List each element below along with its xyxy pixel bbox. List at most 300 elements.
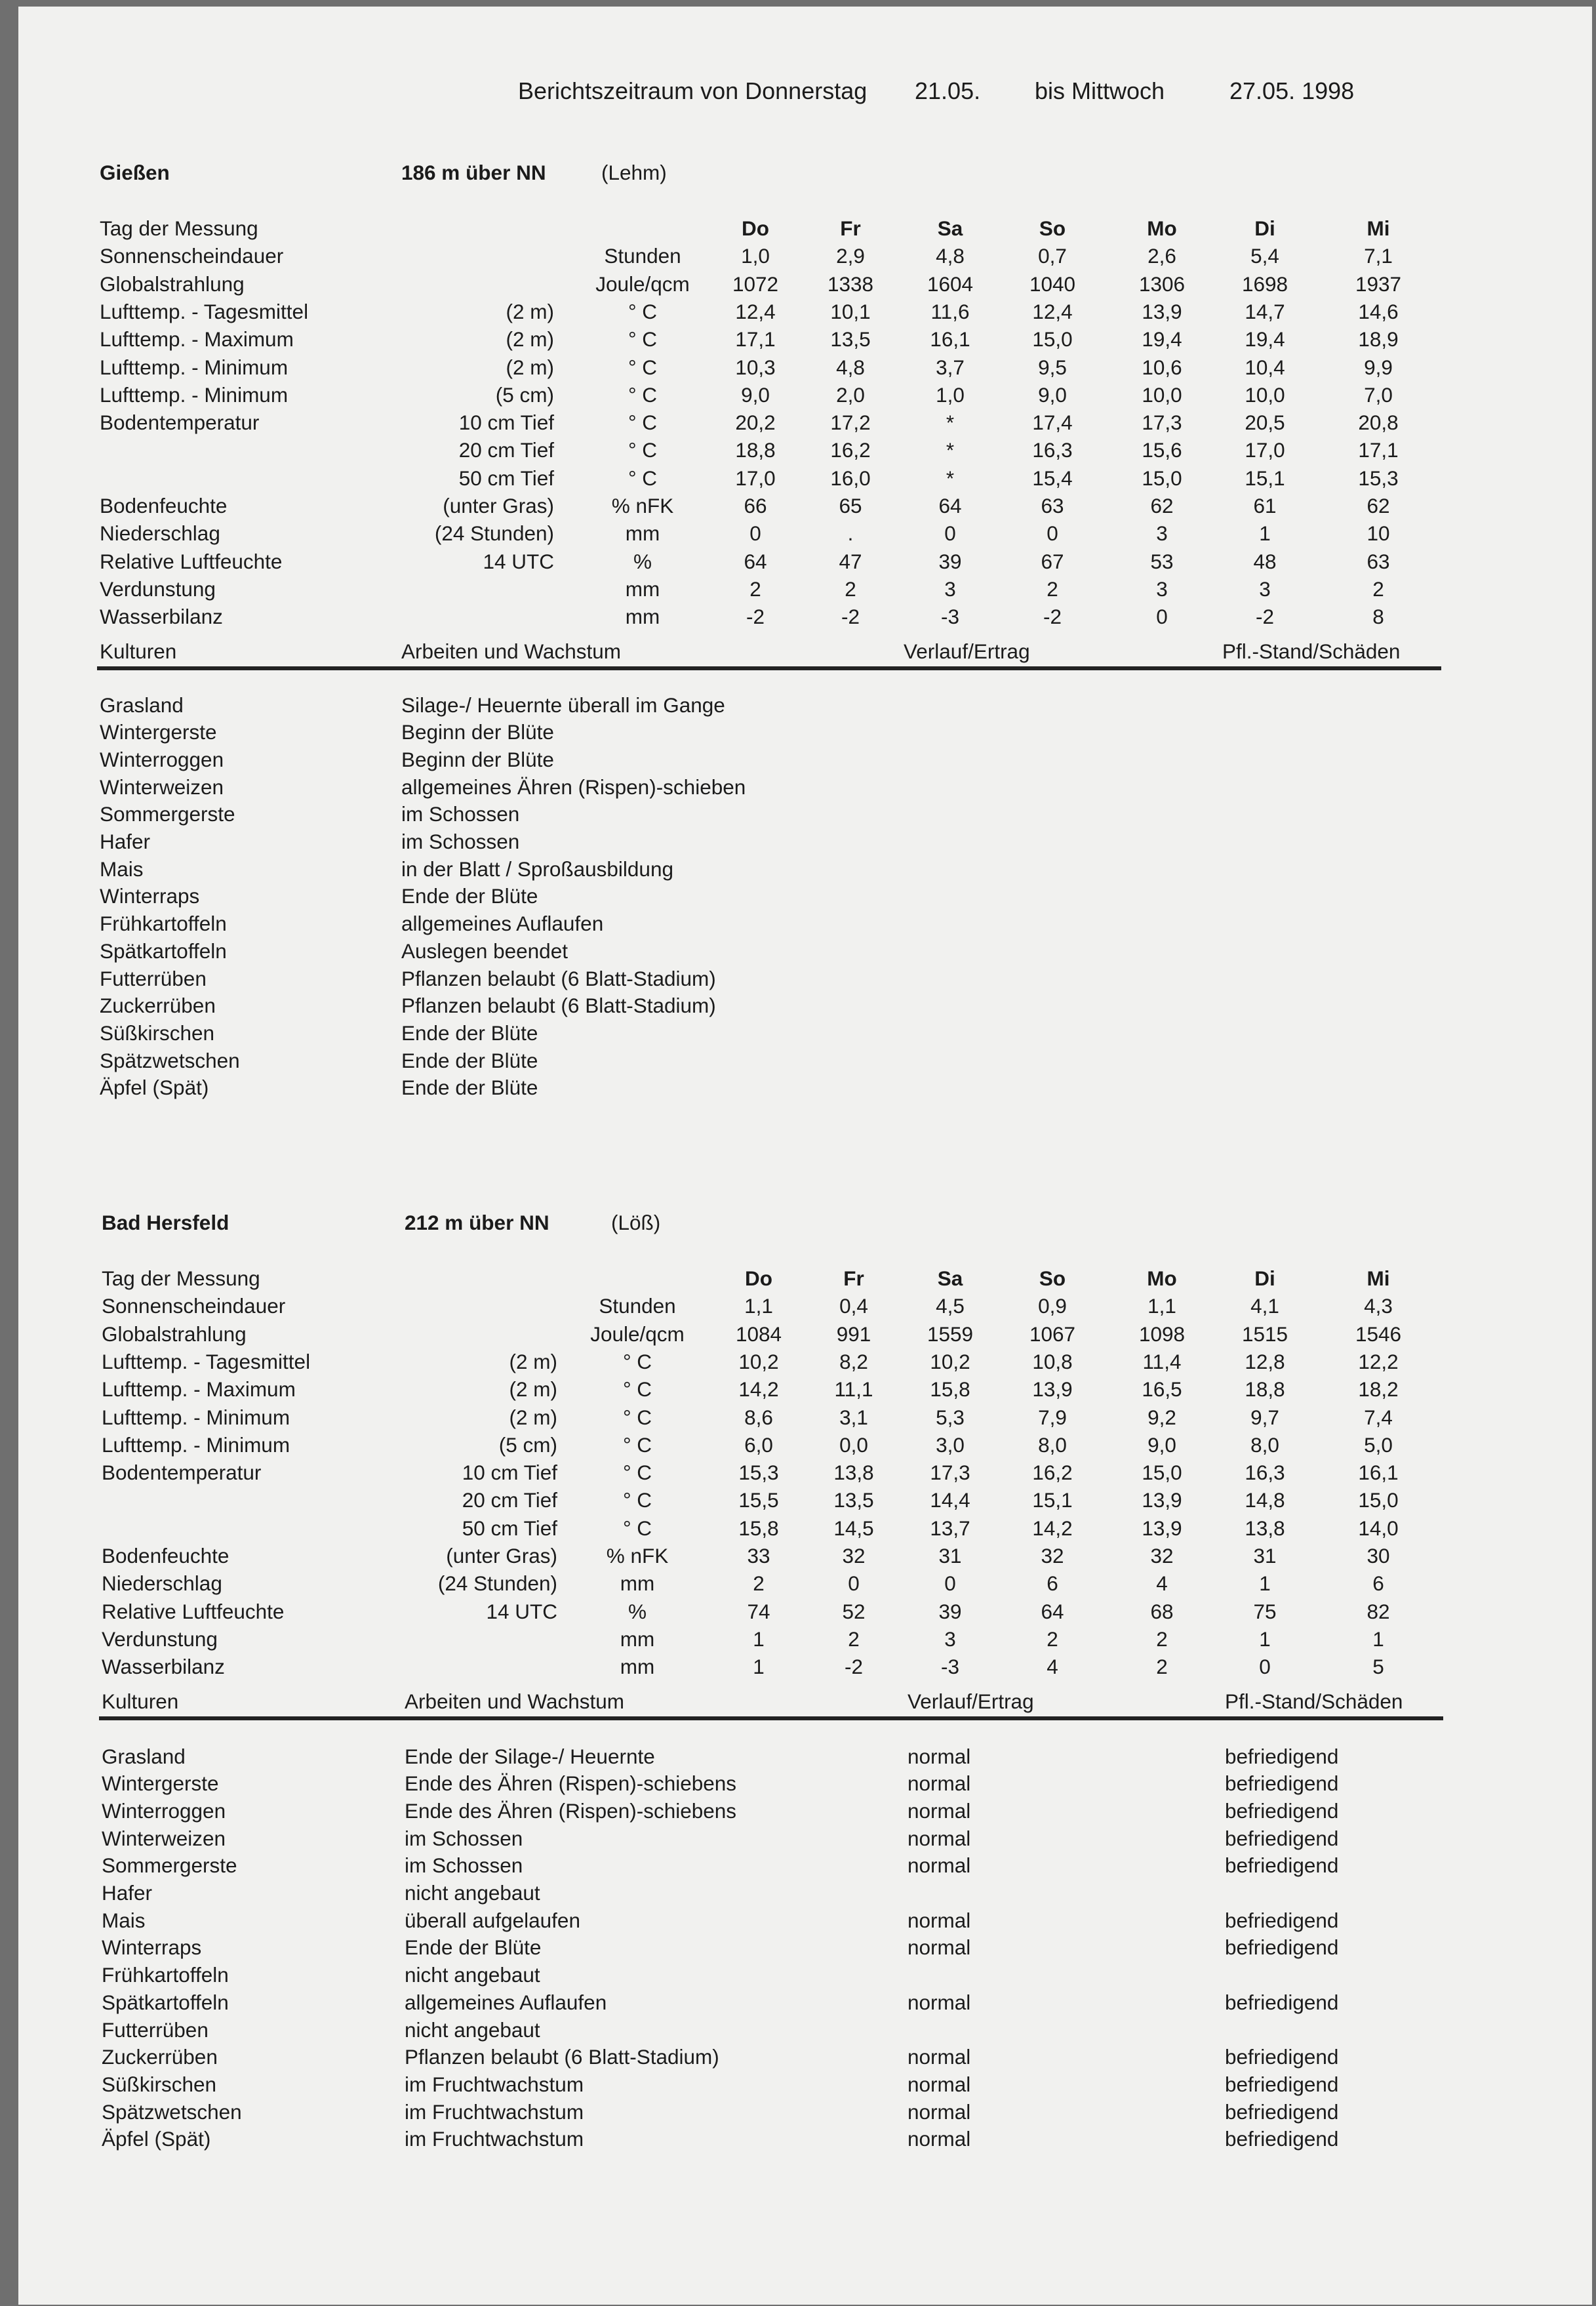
measurement-value: 13,8 [1245,1516,1285,1540]
measurement-value: 2,6 [1147,244,1176,268]
measurement-unit: % nFK [606,1544,669,1568]
measurement-value: 67 [1041,549,1064,573]
crop-name: Spätkartoffeln [102,1990,229,2014]
measurement-value: 75 [1253,1599,1277,1623]
crop-work: Ende der Silage-/ Heuernte [405,1744,655,1768]
measurement-value: 82 [1367,1599,1390,1623]
crop-work: Pflanzen belaubt (6 Blatt-Stadium) [401,994,716,1018]
measurement-value: 0,7 [1038,244,1067,268]
measurement-value: 8,2 [839,1349,868,1373]
measurement-value: 53 [1150,549,1174,573]
measurement-value: 1098 [1138,1322,1186,1346]
station-name: Bad Hersfeld [102,1211,229,1234]
crop-work: Ende der Blüte [401,1021,538,1045]
crop-work: Ende des Ähren (Rispen)-schiebens [405,1798,737,1823]
crop-name: Mais [100,857,144,881]
measurement-unit: mm [620,1655,655,1679]
measurement-value: 12,8 [1245,1349,1285,1373]
measurement-value: 1 [753,1627,765,1651]
measurement-value: 1 [753,1655,765,1679]
day-column-header: Mo [1147,216,1177,240]
crop-state: befriedigend [1225,1826,1339,1850]
measurement-value: 0 [749,521,761,546]
crop-name: Futterrüben [100,966,207,990]
measurement-value: 15,0 [1142,466,1182,490]
measurement-value: 1,0 [741,244,770,268]
measurement-value: 17,4 [1032,411,1073,435]
measurement-value: 64 [1041,1599,1064,1623]
measurement-value: 62 [1367,494,1390,517]
measurement-value: 19,4 [1245,327,1285,352]
station-altitude: 212 m über NN [405,1211,549,1234]
measurement-value: 0 [1047,521,1058,546]
measurement-value: 15,8 [738,1516,779,1540]
crop-course: normal [908,1771,971,1796]
measurement-value: 15,3 [1358,466,1399,490]
measurement-value: -3 [940,605,959,629]
measurement-value: 6 [1047,1571,1058,1596]
crop-state: befriedigend [1225,1990,1339,2014]
period-prefix: Berichtszeitraum von Donnerstag [518,77,868,104]
measurement-value: 10,2 [930,1349,970,1373]
crop-state: befriedigend [1225,2127,1339,2151]
measurement-qualifier: 14 UTC [486,1599,557,1623]
crop-name: Frühkartoffeln [102,1963,229,1987]
measurement-value: 1 [1259,1627,1271,1651]
measurement-value: 2,0 [836,382,865,407]
measurement-unit: ° C [628,411,658,435]
measurement-label: Verdunstung [100,576,216,601]
measurement-qualifier: 10 cm Tief [458,411,554,435]
measurement-value: 4,8 [836,355,865,379]
crop-table-header: Kulturen [102,1689,179,1713]
measurement-value: 10,1 [830,299,871,323]
crop-work: Ende des Ähren (Rispen)-schiebens [405,1771,737,1796]
measurement-value: 17,1 [1358,438,1399,462]
measurement-value: 12,4 [1032,299,1073,323]
measurement-value: 6,0 [744,1432,773,1457]
measurement-value: 10,4 [1245,355,1285,379]
measurement-value: 12,2 [1358,1349,1399,1373]
crop-course: normal [908,1908,971,1932]
crop-work: Auslegen beendet [401,939,568,963]
measurement-value: 14,6 [1358,299,1399,323]
crop-name: Mais [102,1908,146,1932]
measurement-value: 39 [938,549,962,573]
measurement-value: 13,5 [833,1488,874,1512]
measurement-value: 8 [1372,605,1384,629]
measurement-value: 7,9 [1038,1405,1067,1429]
measurement-value: 2 [1156,1627,1168,1651]
measurement-value: 10,6 [1142,355,1182,379]
measurement-label: Lufttemp. - Maximum [100,327,294,352]
measurement-value: 0 [944,521,956,546]
measurement-label: Wasserbilanz [100,605,223,629]
measurement-qualifier: (unter Gras) [446,1544,557,1568]
measurement-value: 30 [1367,1544,1390,1568]
measurement-unit: mm [625,576,660,601]
measurement-value: 9,9 [1364,355,1393,379]
crop-name: Futterrüben [102,2017,209,2042]
measurement-qualifier: (2 m) [506,327,554,352]
measurement-value: 14,2 [1032,1516,1073,1540]
measurement-value: 14,4 [930,1488,970,1512]
measurement-value: 8,0 [1250,1432,1279,1457]
measurement-value: 3 [944,1627,956,1651]
measurement-value: 10,2 [738,1349,779,1373]
measurement-value: 17,0 [1245,438,1285,462]
measurement-value: 13,7 [930,1516,970,1540]
measurement-value: 16,5 [1142,1377,1182,1402]
day-column-header: Mo [1147,1266,1177,1290]
crop-work: Pflanzen belaubt (6 Blatt-Stadium) [401,966,716,990]
measurement-value: 4,8 [936,244,965,268]
measurement-value: 1 [1259,521,1271,546]
measurement-value: 0,0 [839,1432,868,1457]
crop-name: Hafer [100,830,151,853]
measurement-value: 1072 [732,272,779,296]
measurement-value: 0 [1259,1655,1271,1679]
measurement-value: 4,1 [1250,1294,1279,1318]
crop-name: Süßkirschen [102,2072,217,2096]
measurement-value: -2 [1043,605,1062,629]
crop-table-header: Pfl.-Stand/Schäden [1222,639,1401,663]
measurement-unit: ° C [628,438,658,462]
measurement-value: 31 [1253,1544,1277,1568]
measurement-value: 18,8 [735,438,776,462]
measurement-label: Lufttemp. - Maximum [102,1377,296,1402]
measurement-unit: ° C [622,1349,652,1373]
measurement-value: 4,3 [1364,1294,1393,1318]
crop-work: Ende der Blüte [401,884,538,908]
measurement-value: 18,8 [1245,1377,1285,1402]
measurement-value: 9,0 [741,382,770,407]
measurement-value: 18,9 [1358,327,1399,352]
crop-state: befriedigend [1225,1853,1339,1878]
measurement-qualifier: (5 cm) [498,1432,557,1457]
measurement-qualifier: (2 m) [509,1405,557,1429]
measurement-value: 15,6 [1142,438,1182,462]
measurement-value: 15,0 [1142,1461,1182,1485]
measurement-value: 7,0 [1364,382,1393,407]
measurement-value: 17,2 [830,411,871,435]
day-column-header: Sa [937,216,963,240]
measurement-value: 13,9 [1142,1516,1182,1540]
measurement-unit: mm [620,1627,655,1651]
measurement-value: 15,0 [1358,1488,1399,1512]
period-end-date: 27.05. 1998 [1229,77,1355,104]
crop-work: in der Blatt / Sproßausbildung [401,857,673,881]
crop-name: Zuckerrüben [100,994,216,1018]
day-column-header: Do [745,1266,772,1290]
measurement-value: 7,1 [1364,244,1393,268]
period-start-date: 21.05. [915,77,981,104]
day-column-header: Di [1254,1266,1275,1290]
measurement-value: 14,8 [1245,1488,1285,1512]
measurement-value: 32 [1150,1544,1174,1568]
measurement-unit: ° C [628,466,658,490]
measurement-qualifier: (unter Gras) [443,494,554,517]
crop-work: im Fruchtwachstum [405,2099,584,2124]
crop-course: normal [908,2045,971,2069]
measurement-value: 20,2 [735,411,776,435]
day-header-label: Tag der Messung [100,216,258,240]
measurement-value: 1,1 [1147,1294,1176,1318]
measurement-qualifier: (5 cm) [495,382,554,407]
measurement-unit: % nFK [611,494,674,517]
report-page [18,7,1592,2305]
measurement-value: 63 [1367,549,1390,573]
crop-name: Süßkirschen [100,1021,215,1045]
measurement-value: 15,4 [1032,466,1073,490]
measurement-value: 2 [845,576,856,601]
crop-name: Spätkartoffeln [100,939,227,963]
crop-work: Silage-/ Heuernte überall im Gange [401,693,725,717]
measurement-value: 13,9 [1142,299,1182,323]
crop-name: Winterroggen [102,1798,226,1823]
crop-table-rule [99,1716,1443,1720]
crop-name: Äpfel (Spät) [100,1076,209,1100]
measurement-value: -2 [841,605,860,629]
station-altitude: 186 m über NN [401,161,546,184]
day-column-header: Sa [937,1266,963,1290]
measurement-unit: ° C [622,1488,652,1512]
measurement-label: Relative Luftfeuchte [100,549,283,573]
crop-name: Winterroggen [100,747,224,771]
crop-work: nicht angebaut [405,1881,540,1905]
crop-state: befriedigend [1225,2045,1339,2069]
measurement-value: 13,5 [830,327,871,352]
measurement-value: 9,2 [1147,1405,1176,1429]
measurement-value: -2 [844,1655,863,1679]
measurement-unit: Joule/qcm [595,272,690,296]
measurement-unit: % [628,1599,647,1623]
measurement-value: 3,7 [936,355,965,379]
measurement-unit: ° C [622,1516,652,1540]
measurement-value: 4 [1156,1571,1168,1596]
measurement-value: -2 [1255,605,1274,629]
measurement-value: 15,5 [738,1488,779,1512]
measurement-value: 19,4 [1142,327,1182,352]
measurement-qualifier: 50 cm Tief [458,466,554,490]
measurement-value: 74 [747,1599,770,1623]
crop-table-header: Verlauf/Ertrag [908,1689,1034,1713]
crop-course: normal [908,1935,971,1960]
crop-state: befriedigend [1225,2099,1339,2124]
crop-work: überall aufgelaufen [405,1908,580,1932]
measurement-qualifier: 14 UTC [483,549,554,573]
measurement-value: 2,9 [836,244,865,268]
measurement-value: 61 [1253,494,1277,517]
measurement-value: 14,2 [738,1377,779,1402]
crop-course: normal [908,1990,971,2014]
crop-table-header: Kulturen [100,639,177,663]
crop-course: normal [908,2127,971,2151]
crop-table-rule [97,666,1441,670]
measurement-value: 2 [1047,576,1058,601]
measurement-value: 3,0 [936,1432,965,1457]
measurement-qualifier: (2 m) [509,1349,557,1373]
measurement-label: Bodentemperatur [102,1461,262,1485]
measurement-unit: ° C [622,1432,652,1457]
measurement-value: 31 [938,1544,962,1568]
measurement-value: 1,1 [744,1294,773,1318]
measurement-label: Lufttemp. - Minimum [100,382,289,407]
crop-name: Grasland [102,1744,186,1768]
crop-name: Zuckerrüben [102,2045,218,2069]
crop-course: normal [908,1798,971,1823]
measurement-value: 2 [749,576,761,601]
measurement-value: 48 [1253,549,1277,573]
crop-name: Spätzwetschen [102,2099,242,2124]
crop-course: normal [908,1826,971,1850]
crop-name: Winterweizen [100,775,224,799]
measurement-value: 1937 [1355,272,1402,296]
measurement-unit: Stunden [604,244,681,268]
measurement-value: 1040 [1029,272,1076,296]
measurement-value: 15,1 [1245,466,1285,490]
measurement-value: 15,3 [738,1461,779,1485]
measurement-value: 18,2 [1358,1377,1399,1402]
crop-name: Wintergerste [102,1771,219,1796]
measurement-value: . [847,521,854,546]
measurement-qualifier: (2 m) [506,299,554,323]
day-column-header: So [1039,216,1066,240]
measurement-label: Relative Luftfeuchte [102,1599,285,1623]
measurement-qualifier: 20 cm Tief [462,1488,557,1512]
measurement-value: -3 [940,1655,959,1679]
measurement-value: 4,5 [936,1294,965,1318]
measurement-value: 10,3 [735,355,776,379]
measurement-value: 33 [747,1544,770,1568]
measurement-value: 3 [944,576,956,601]
measurement-value: * [946,438,955,462]
crop-state: befriedigend [1225,1798,1339,1823]
measurement-label: Bodentemperatur [100,411,260,435]
measurement-label: Verdunstung [102,1627,218,1651]
measurement-label: Bodenfeuchte [102,1544,229,1568]
measurement-value: 2 [1047,1627,1058,1651]
measurement-value: 63 [1041,494,1064,517]
period-mid: bis Mittwoch [1035,77,1165,104]
measurement-value: 16,3 [1245,1461,1285,1485]
measurement-value: 9,0 [1147,1432,1176,1457]
measurement-value: 1559 [927,1322,974,1346]
measurement-value: 10 [1367,521,1390,546]
measurement-value: 1067 [1029,1322,1076,1346]
measurement-value: 13,9 [1032,1377,1073,1402]
measurement-unit: mm [625,521,660,546]
crop-work: Beginn der Blüte [401,747,554,771]
measurement-value: 20,8 [1358,411,1399,435]
measurement-value: 14,0 [1358,1516,1399,1540]
measurement-unit: Joule/qcm [590,1322,685,1346]
measurement-value: 10,0 [1245,382,1285,407]
measurement-value: 32 [842,1544,866,1568]
crop-work: im Fruchtwachstum [405,2072,584,2096]
measurement-value: 17,3 [930,1461,970,1485]
crop-table-header: Verlauf/Ertrag [904,639,1030,663]
crop-name: Grasland [100,693,184,717]
crop-work: im Fruchtwachstum [405,2127,584,2151]
measurement-value: 16,1 [1358,1461,1399,1485]
measurement-qualifier: (2 m) [509,1377,557,1402]
measurement-value: 47 [839,549,862,573]
measurement-qualifier: 20 cm Tief [458,438,554,462]
measurement-value: 15,0 [1032,327,1073,352]
crop-state: befriedigend [1225,1908,1339,1932]
measurement-qualifier: (24 Stunden) [434,521,554,546]
measurement-unit: mm [620,1571,655,1596]
crop-work: im Schossen [401,802,520,826]
crop-table-header: Pfl.-Stand/Schäden [1225,1689,1403,1713]
measurement-value: 9,0 [1038,382,1067,407]
measurement-value: 13,9 [1142,1488,1182,1512]
measurement-unit: ° C [628,382,658,407]
crop-work: im Schossen [405,1826,523,1850]
measurement-value: 0 [944,1571,956,1596]
day-column-header: Mi [1367,1266,1390,1290]
measurement-label: Wasserbilanz [102,1655,225,1679]
measurement-unit: Stunden [599,1294,676,1318]
measurement-value: 0 [848,1571,860,1596]
measurement-value: 11,4 [1142,1349,1182,1373]
crop-work: im Schossen [401,830,520,853]
crop-course: normal [908,2072,971,2096]
crop-name: Sommergerste [100,802,235,826]
measurement-value: 0,4 [839,1294,868,1318]
measurement-value: 1604 [927,272,974,296]
measurement-value: 64 [744,549,767,573]
measurement-value: 62 [1150,494,1174,517]
measurement-value: 14,5 [833,1516,874,1540]
measurement-value: 5,4 [1250,244,1279,268]
measurement-label: Lufttemp. - Minimum [102,1432,290,1457]
measurement-value: 2 [1372,576,1384,601]
measurement-value: 65 [839,494,862,517]
measurement-value: 20,5 [1245,411,1285,435]
measurement-unit: ° C [628,355,658,379]
crop-name: Winterraps [102,1935,202,1960]
crop-course: normal [908,1853,971,1878]
crop-work: Beginn der Blüte [401,720,554,744]
crop-work: nicht angebaut [405,2017,540,2042]
measurement-unit: ° C [622,1377,652,1402]
measurement-value: 1 [1372,1627,1384,1651]
crop-course: normal [908,1744,971,1768]
measurement-value: 39 [938,1599,962,1623]
measurement-value: 1698 [1241,272,1288,296]
measurement-value: 3 [1259,576,1271,601]
measurement-unit: ° C [622,1461,652,1485]
measurement-value: 17,1 [735,327,776,352]
crop-work: allgemeines Ähren (Rispen)-schieben [401,775,746,799]
measurement-value: 17,3 [1142,411,1182,435]
crop-name: Winterweizen [102,1826,226,1850]
measurement-value: 13,8 [833,1461,874,1485]
measurement-value: 16,2 [1032,1461,1073,1485]
measurement-unit: mm [625,605,660,629]
measurement-value: 1084 [735,1322,782,1346]
measurement-value: 3,1 [839,1405,868,1429]
station-soil: (Lehm) [601,161,667,184]
measurement-value: 9,7 [1250,1405,1279,1429]
measurement-label: Sonnenscheindauer [102,1294,286,1318]
measurement-qualifier: 50 cm Tief [462,1516,557,1540]
day-column-header: Fr [840,216,861,240]
measurement-value: 1,0 [936,382,965,407]
measurement-value: 64 [938,494,962,517]
